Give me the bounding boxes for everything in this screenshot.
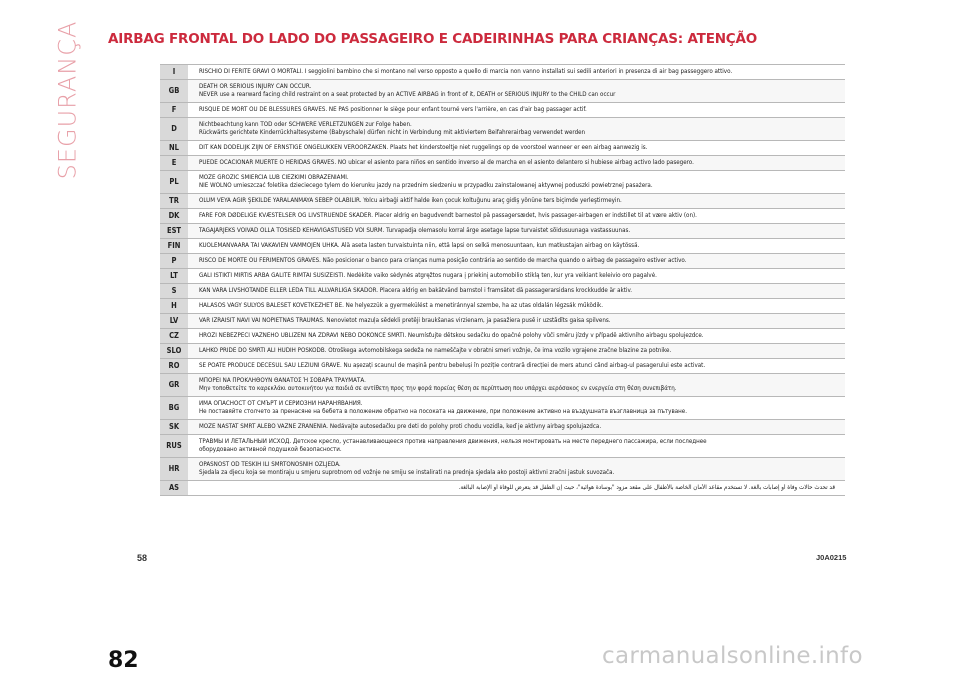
- warning-text-line: RISCHIO DI FERITE GRAVI O MORTALI. I seggiolini bambino che si montano nel verso opposto a quello di marcia non vanno installati sui sedili anteriori in presenza di air bag passeggero attivo.: [199, 68, 733, 75]
- warning-text-line: LAHKO PRIDE DO SMRTI ALI HUDIH POŠKODB. Otroškega avtomobilskega sedeža ne nameščajte v obratni smeri vožnje, če ima vozilo vgrajene zračne blazine za potnike.: [199, 347, 672, 354]
- warning-text-line: ΜΠΟΡΕΙ ΝΑ ΠΡΟΚΛΗΘΟΥΝ ΘΑΝΑΤΟΣ Ή ΣΟΒΑΡΑ ΤΡΑΥΜΑΤΑ.: [199, 377, 366, 384]
- warning-text: [188, 209, 845, 224]
- language-code: E: [160, 156, 188, 171]
- warning-text-line: KAN VARA LIVSHOTANDE ELLER LEDA TILL ALLVARLIGA SKADOR. Placera aldrig en bakåtvänd barnstol i framsätet då passagerarsidans krockkudde är aktiv.: [199, 287, 633, 294]
- warning-text-line: HROZÍ NEBEZPEČÍ VÁŽNÉHO UBLÍŽENÍ NA ZDRAVÍ NEBO DOKONCE SMRTI. Neumísťujte dětskou sedačku do opačné polohy vůči směru jízdy v případě aktivního airbagu spolujezdce.: [199, 332, 704, 339]
- page-number: 82: [108, 648, 139, 673]
- warning-text-line: NIE WOLNO umieszczać foletika dzieciecego tylem do kierunku jazdy na przednim siedzeniu w przypadku zainstalowanej aktywnej poduszki powietrznej pasażera.: [199, 182, 653, 189]
- table-row: [160, 224, 845, 239]
- language-code: H: [160, 299, 188, 314]
- warning-text: [188, 80, 845, 103]
- table-row: [160, 239, 845, 254]
- language-code: GR: [160, 374, 188, 397]
- warning-text: [188, 374, 845, 397]
- section-side-tab-label: SEGURANÇA: [53, 20, 81, 180]
- table-row: [160, 209, 845, 224]
- language-code: AS: [160, 481, 188, 496]
- page-title: AIRBAG FRONTAL DO LADO DO PASSAGEIRO E CADEIRINHAS PARA CRIANÇAS: ATENÇÃO: [108, 31, 758, 47]
- warning-text-line: Не поставяйте столчето за пренасяне на бебета в положение обратно на посоката на движение, при положение активно на въздушната възглавница за пътуване.: [199, 408, 687, 415]
- table-row: [160, 374, 845, 397]
- table-row: [160, 420, 845, 435]
- warning-text: [188, 344, 845, 359]
- warning-text-line: Μην τοποθετείτε το καρεκλάκι αυτοκινήτου για παιδιά σε αντίθετη προς την φορά πορείας θέση σε περίπτωση που υπάρχει αερόσακος εν ενεργεία στη θέση συνεπιβάτη.: [199, 385, 677, 392]
- language-code: BG: [160, 397, 188, 420]
- warning-text-line: MOŻE GROZIĆ ŚMIERCIA LUB CIEŻKIMI OBRAŻENIAMI.: [199, 174, 349, 181]
- table-row: [160, 118, 845, 141]
- warning-text: [188, 329, 845, 344]
- warning-text-line: TAGAJÄRJEKS VÕIVAD OLLA TÕSISED KEHAVIGASTUSED VÕI SURM. Turvapadja olemasolu korral ärge asetage lapse turvaistet sõidusuunaga vastassuunas.: [199, 227, 631, 234]
- table-row: [160, 314, 845, 329]
- language-code: HR: [160, 458, 188, 481]
- language-code: D: [160, 118, 188, 141]
- table-row: [160, 171, 845, 194]
- warning-text: [188, 254, 845, 269]
- warning-text-line: قد تحدث حالات وفاة أو إصابات بالغة. لا تستخدم مقاعد الأمان الخاصة بالأطفال على مقعد مزود "بوسادة هوائية"، حيث إن الطفل قد يتعرض للوفاة أو الإصابة البالغة.: [458, 484, 835, 491]
- table-row: [160, 329, 845, 344]
- warning-text: [188, 156, 845, 171]
- warning-text: [188, 420, 845, 435]
- language-code: RO: [160, 359, 188, 374]
- language-code: CZ: [160, 329, 188, 344]
- warning-text: [188, 359, 845, 374]
- language-code: LT: [160, 269, 188, 284]
- language-code: P: [160, 254, 188, 269]
- airbag-warning-table: [160, 64, 845, 496]
- warning-text-line: GALI IŠTIKTI MIRTIS ARBA GALITE RIMTAI SUSIŽEISTI. Nedėkite vaiko sėdynės atgręžtos nugara į priekinį automobilio stiklą ten, kur yra veikiant keleivio oro pagalvė.: [199, 272, 657, 279]
- table-row: [160, 458, 845, 481]
- table-row: [160, 299, 845, 314]
- table-row: [160, 397, 845, 420]
- warning-text-line: NEVER use a rearward facing child restraint on a seat protected by an ACTIVE AIRBAG in front of it, DEATH or SERIOUS INJURY to the CHILD can occur: [199, 91, 616, 98]
- warning-text: [188, 194, 845, 209]
- warning-text-line: Sjedala za djecu koja se montiraju u smjeru suprotnom od vožnje ne smiju se instalirati na prednja sjedala ako postoji aktivni zračni jastuk suvozača.: [199, 469, 615, 476]
- warning-text-line: DEATH OR SERIOUS INJURY CAN OCCUR.: [199, 83, 312, 90]
- warning-text: [188, 314, 845, 329]
- warning-text-line: ИМА ОПАСНОСТ ОТ СМЪРТ И СЕРИОЗНИ НАРАНЯВАНИЯ.: [199, 400, 363, 407]
- language-code: I: [160, 65, 188, 80]
- warning-text-line: DIT KAN DODELIJK ZIJN OF ERNSTIGE ONGELUKKEN VEROORZAKEN. Plaats het kinderstoeltje niet ruggelings op de voorstoel wanneer er een airbag aanwezig is.: [199, 144, 648, 151]
- warning-text-line: MÔŽE NASTAŤ SMRŤ ALEBO VÁŽNE ZRANENIA. Nedávajte autosedačku pre deti do polohy proti chodu vozidla, keď je aktívny airbag spolujazdca.: [199, 423, 602, 430]
- warning-text: [188, 269, 845, 284]
- warning-text: [188, 458, 845, 481]
- table-row: [160, 254, 845, 269]
- warning-text: [188, 103, 845, 118]
- language-code: DK: [160, 209, 188, 224]
- language-code: TR: [160, 194, 188, 209]
- table-row: [160, 269, 845, 284]
- table-row: [160, 156, 845, 171]
- language-code: PL: [160, 171, 188, 194]
- warning-text: [188, 435, 845, 458]
- warning-text-line: ÖLÜM VEYA AĞIR ŞEKİLDE YARALANMAYA SEBEP OLABİLİR. Yolcu airbaği aktif halde iken çocuk koltuğunu araç gidiş yönüne ters biçimde yerleştirmeyin.: [199, 197, 622, 204]
- warning-text: [188, 65, 845, 80]
- warning-text: [188, 481, 845, 496]
- warning-text-line: OPASNOST OD TEŠKIH ILI SMRTONOSNIH OZLJEDA.: [199, 461, 341, 468]
- language-code: SK: [160, 420, 188, 435]
- language-code: GB: [160, 80, 188, 103]
- language-code: NL: [160, 141, 188, 156]
- language-code: SLO: [160, 344, 188, 359]
- table-row: [160, 80, 845, 103]
- warning-text-line: SE POATE PRODUCE DECESUL SAU LEZIUNI GRAVE. Nu așezați scaunul de mașină pentru bebeluși în poziție contrară direcției de mers atunci când airbag-ul pasagerului este activat.: [199, 362, 706, 369]
- table-row: [160, 344, 845, 359]
- warning-text-line: FARE FOR DØDELIGE KVÆSTELSER OG LIVSTRUENDE SKADER. Placer aldrig en bagudvendt barnestol på passagersædet, hvis passager-airbagen er indstillet til at være aktiv (on).: [199, 212, 697, 219]
- warning-text: [188, 171, 845, 194]
- warning-text-line: оборудовано активной подушкой безопасности.: [199, 446, 342, 453]
- table-row: [160, 65, 845, 80]
- table-row: [160, 284, 845, 299]
- language-code: S: [160, 284, 188, 299]
- warning-text-line: Nichtbeachtung kann TOD oder SCHWERE VERLETZUNGEN zur Folge haben.: [199, 121, 412, 128]
- warning-text-line: PUEDE OCACIONAR MUERTE O HERIDAS GRAVES. NO ubicar el asiento para niños en sentido inverso al de marcha en el asiento delantero si hubiese airbag activo lado pasegero.: [199, 159, 694, 166]
- warning-text: [188, 224, 845, 239]
- watermark: carmanualsonline.info: [602, 643, 863, 669]
- language-code: EST: [160, 224, 188, 239]
- section-side-tab: [52, 20, 82, 180]
- table-row: [160, 141, 845, 156]
- table-row: [160, 103, 845, 118]
- warning-text-line: RISQUE DE MORT OU DE BLESSURES GRAVES. NE PAS positionner le siège pour enfant tourné vers l'arrière, en cas d'air bag passager actif.: [199, 106, 587, 113]
- label-page-number: 58: [137, 553, 148, 563]
- language-code: LV: [160, 314, 188, 329]
- warning-text-line: KUOLEMANVAARA TAI VAKAVIEN VAMMOJEN UHKA. Älä aseta lasten turvaistuinta niin, että lapsi on selkä menosuuntaan, kun matkustajan airbag on käytössä.: [199, 242, 640, 249]
- language-code: FIN: [160, 239, 188, 254]
- warning-text-line: ТРАВМЫ И ЛЕТАЛЬНЫЙ ИСХОД. Детское кресло, устанавливающееся против направления движения, нельзя монтировать на месте переднего пассажира, если последнее: [199, 438, 707, 445]
- warning-text-line: VAR IZRAISĪT NĀVI VAI NOPIETNAS TRAUMAS. Nenovietot mazuļa sēdekli pretēji braukšanas virzienam, ja pasažiera pusē ir uzstādīts gaisa spilvens.: [199, 317, 611, 324]
- warning-text: [188, 239, 845, 254]
- warning-text-line: HALÁSOS VAGY SÚLYOS BALESET KÖVETKEZHET BE. Ne helyezzük a gyermekülést a menetiránnyal szembe, ha az utas oldalán légzsák működik.: [199, 302, 604, 309]
- table-row: [160, 194, 845, 209]
- label-image-code: J0A0215: [816, 553, 847, 562]
- language-code: F: [160, 103, 188, 118]
- warning-text: [188, 284, 845, 299]
- table-row: [160, 481, 845, 496]
- language-code: RUS: [160, 435, 188, 458]
- warning-text: [188, 299, 845, 314]
- warning-text-line: RISCO DE MORTE OU FERIMENTOS GRAVES. Não posicionar o banco para crianças numa posição contrária ao sentido de marcha quando o airbag de passageiro estiver activo.: [199, 257, 687, 264]
- warning-text-line: Rückwärts gerichtete Kinderrückhaltesysteme (Babyschale) dürfen nicht in Verbindung mit aktiviertem Beifahrerairbag verwendet werden: [199, 129, 586, 136]
- warning-text: [188, 397, 845, 420]
- table-row: [160, 435, 845, 458]
- table-row: [160, 359, 845, 374]
- warning-text: [188, 118, 845, 141]
- warning-text: [188, 141, 845, 156]
